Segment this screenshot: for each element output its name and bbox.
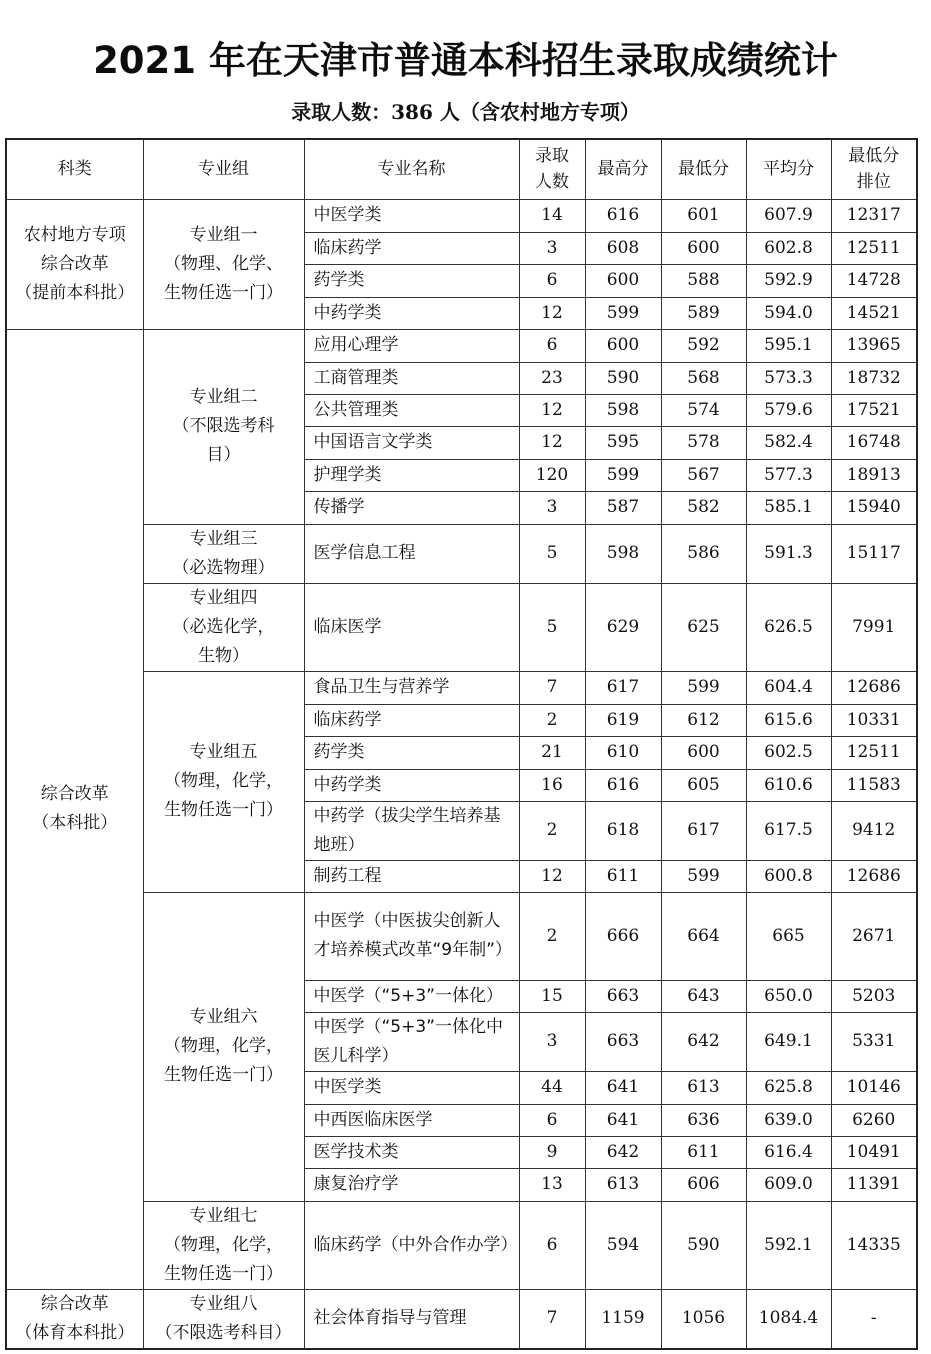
- header-avg-score: 平均分: [746, 139, 831, 199]
- major-name-cell: 公共管理类: [304, 394, 519, 426]
- avg-score-cell: 602.5: [746, 736, 831, 769]
- count-cell: 6: [519, 264, 585, 297]
- admission-scores-table: [5, 138, 918, 1350]
- avg-score-cell: 594.0: [746, 297, 831, 329]
- min-rank-cell: 14728: [831, 264, 917, 297]
- min-rank-cell: 11391: [831, 1168, 917, 1201]
- min-score-cell: 582: [661, 491, 746, 524]
- min-score-cell: 600: [661, 736, 746, 769]
- max-score-cell: 599: [585, 297, 661, 329]
- min-score-cell: 613: [661, 1071, 746, 1104]
- min-rank-cell: 9412: [831, 801, 917, 860]
- major-name-cell: 中医学（中医拔尖创新人才培养模式改革“9年制”）: [304, 892, 519, 980]
- major-name-cell: 工商管理类: [304, 362, 519, 394]
- min-rank-cell: 7991: [831, 583, 917, 671]
- count-cell: 6: [519, 1201, 585, 1289]
- avg-score-cell: 573.3: [746, 362, 831, 394]
- max-score-cell: 641: [585, 1104, 661, 1136]
- count-cell: 12: [519, 426, 585, 459]
- avg-score-cell: 639.0: [746, 1104, 831, 1136]
- table-header-row: [6, 139, 917, 199]
- major-name-cell: 中药学类: [304, 769, 519, 801]
- max-score-cell: 641: [585, 1071, 661, 1104]
- max-score-cell: 663: [585, 1012, 661, 1071]
- group-cell: 专业组三 （必选物理）: [143, 524, 304, 583]
- max-score-cell: 616: [585, 769, 661, 801]
- category-cell: 综合改革 （本科批）: [6, 329, 143, 1289]
- min-score-cell: 617: [661, 801, 746, 860]
- min-score-cell: 601: [661, 199, 746, 232]
- min-rank-cell: 15940: [831, 491, 917, 524]
- avg-score-cell: 592.1: [746, 1201, 831, 1289]
- avg-score-cell: 649.1: [746, 1012, 831, 1071]
- count-cell: 3: [519, 491, 585, 524]
- max-score-cell: 666: [585, 892, 661, 980]
- major-name-cell: 中医学（“5+3”一体化）: [304, 980, 519, 1012]
- count-cell: 2: [519, 892, 585, 980]
- max-score-cell: 617: [585, 671, 661, 704]
- min-score-cell: 599: [661, 671, 746, 704]
- header-min-rank: 最低分 排位: [831, 139, 917, 199]
- min-score-cell: 568: [661, 362, 746, 394]
- header-max-score: 最高分: [585, 139, 661, 199]
- count-cell: 6: [519, 1104, 585, 1136]
- table-row: [6, 583, 917, 671]
- min-score-cell: 589: [661, 297, 746, 329]
- table-row: [6, 671, 917, 704]
- min-score-cell: 643: [661, 980, 746, 1012]
- avg-score-cell: 1084.4: [746, 1289, 831, 1349]
- min-rank-cell: 5203: [831, 980, 917, 1012]
- max-score-cell: 618: [585, 801, 661, 860]
- count-cell: 12: [519, 860, 585, 892]
- min-score-cell: 567: [661, 459, 746, 491]
- min-rank-cell: 15117: [831, 524, 917, 583]
- avg-score-cell: 617.5: [746, 801, 831, 860]
- category-cell: 综合改革 （体育本科批）: [6, 1289, 143, 1349]
- max-score-cell: 595: [585, 426, 661, 459]
- min-rank-cell: 12317: [831, 199, 917, 232]
- max-score-cell: 616: [585, 199, 661, 232]
- min-score-cell: 625: [661, 583, 746, 671]
- min-score-cell: 588: [661, 264, 746, 297]
- group-cell: 专业组七 （物理，化学， 生物任选一门）: [143, 1201, 304, 1289]
- min-score-cell: 664: [661, 892, 746, 980]
- count-cell: 15: [519, 980, 585, 1012]
- count-cell: 12: [519, 394, 585, 426]
- max-score-cell: 598: [585, 394, 661, 426]
- table-row: [6, 329, 917, 362]
- min-rank-cell: 2671: [831, 892, 917, 980]
- category-cell: 农村地方专项 综合改革 （提前本科批）: [6, 199, 143, 329]
- group-cell: 专业组一 （物理、化学、 生物任选一门）: [143, 199, 304, 329]
- major-name-cell: 中医学类: [304, 199, 519, 232]
- min-score-cell: 599: [661, 860, 746, 892]
- table-row: [6, 1289, 917, 1349]
- avg-score-cell: 607.9: [746, 199, 831, 232]
- count-cell: 14: [519, 199, 585, 232]
- avg-score-cell: 616.4: [746, 1136, 831, 1168]
- major-name-cell: 药学类: [304, 736, 519, 769]
- count-cell: 2: [519, 704, 585, 736]
- min-rank-cell: 12511: [831, 736, 917, 769]
- min-score-cell: 592: [661, 329, 746, 362]
- major-name-cell: 临床医学: [304, 583, 519, 671]
- count-cell: 120: [519, 459, 585, 491]
- avg-score-cell: 650.0: [746, 980, 831, 1012]
- min-rank-cell: 10491: [831, 1136, 917, 1168]
- avg-score-cell: 602.8: [746, 232, 831, 264]
- min-rank-cell: 14335: [831, 1201, 917, 1289]
- avg-score-cell: 604.4: [746, 671, 831, 704]
- max-score-cell: 613: [585, 1168, 661, 1201]
- major-name-cell: 应用心理学: [304, 329, 519, 362]
- min-rank-cell: -: [831, 1289, 917, 1349]
- count-cell: 3: [519, 232, 585, 264]
- avg-score-cell: 582.4: [746, 426, 831, 459]
- max-score-cell: 663: [585, 980, 661, 1012]
- major-name-cell: 中国语言文学类: [304, 426, 519, 459]
- major-name-cell: 康复治疗学: [304, 1168, 519, 1201]
- min-score-cell: 612: [661, 704, 746, 736]
- max-score-cell: 610: [585, 736, 661, 769]
- avg-score-cell: 625.8: [746, 1071, 831, 1104]
- max-score-cell: 608: [585, 232, 661, 264]
- avg-score-cell: 585.1: [746, 491, 831, 524]
- group-cell: 专业组四 （必选化学， 生物）: [143, 583, 304, 671]
- min-score-cell: 590: [661, 1201, 746, 1289]
- max-score-cell: 594: [585, 1201, 661, 1289]
- major-name-cell: 食品卫生与营养学: [304, 671, 519, 704]
- max-score-cell: 642: [585, 1136, 661, 1168]
- header-group: 专业组: [143, 139, 304, 199]
- max-score-cell: 590: [585, 362, 661, 394]
- max-score-cell: 599: [585, 459, 661, 491]
- min-rank-cell: 13965: [831, 329, 917, 362]
- table-row: [6, 892, 917, 980]
- avg-score-cell: 600.8: [746, 860, 831, 892]
- group-cell: 专业组八 （不限选考科目）: [143, 1289, 304, 1349]
- count-cell: 6: [519, 329, 585, 362]
- min-score-cell: 605: [661, 769, 746, 801]
- count-cell: 23: [519, 362, 585, 394]
- count-cell: 5: [519, 583, 585, 671]
- min-rank-cell: 10331: [831, 704, 917, 736]
- min-score-cell: 606: [661, 1168, 746, 1201]
- min-rank-cell: 16748: [831, 426, 917, 459]
- group-cell: 专业组二 （不限选考科 目）: [143, 329, 304, 524]
- major-name-cell: 制药工程: [304, 860, 519, 892]
- major-name-cell: 药学类: [304, 264, 519, 297]
- avg-score-cell: 591.3: [746, 524, 831, 583]
- min-rank-cell: 17521: [831, 394, 917, 426]
- avg-score-cell: 592.9: [746, 264, 831, 297]
- major-name-cell: 中药学（拔尖学生培养基地班）: [304, 801, 519, 860]
- avg-score-cell: 577.3: [746, 459, 831, 491]
- table-row: [6, 1201, 917, 1289]
- avg-score-cell: 579.6: [746, 394, 831, 426]
- max-score-cell: 598: [585, 524, 661, 583]
- max-score-cell: 619: [585, 704, 661, 736]
- major-name-cell: 临床药学（中外合作办学）: [304, 1201, 519, 1289]
- min-rank-cell: 14521: [831, 297, 917, 329]
- count-cell: 7: [519, 671, 585, 704]
- major-name-cell: 中药学类: [304, 297, 519, 329]
- admission-count-subtitle: 录取人数：386 人（含农村地方专项）: [291, 100, 640, 124]
- major-name-cell: 医学信息工程: [304, 524, 519, 583]
- header-count: 录取 人数: [519, 139, 585, 199]
- min-rank-cell: 12511: [831, 232, 917, 264]
- count-cell: 9: [519, 1136, 585, 1168]
- major-name-cell: 临床药学: [304, 704, 519, 736]
- page-title: 2021 年在天津市普通本科招生录取成绩统计: [93, 39, 838, 82]
- count-cell: 12: [519, 297, 585, 329]
- avg-score-cell: 665: [746, 892, 831, 980]
- avg-score-cell: 610.6: [746, 769, 831, 801]
- min-score-cell: 578: [661, 426, 746, 459]
- major-name-cell: 中医学（“5+3”一体化中医儿科学）: [304, 1012, 519, 1071]
- min-score-cell: 636: [661, 1104, 746, 1136]
- group-cell: 专业组六 （物理，化学， 生物任选一门）: [143, 892, 304, 1201]
- major-name-cell: 中西医临床医学: [304, 1104, 519, 1136]
- count-cell: 13: [519, 1168, 585, 1201]
- table-row: [6, 524, 917, 583]
- min-rank-cell: 12686: [831, 860, 917, 892]
- table-row: [6, 199, 917, 232]
- count-cell: 7: [519, 1289, 585, 1349]
- min-rank-cell: 6260: [831, 1104, 917, 1136]
- min-rank-cell: 18732: [831, 362, 917, 394]
- count-cell: 16: [519, 769, 585, 801]
- count-cell: 44: [519, 1071, 585, 1104]
- group-cell: 专业组五 （物理，化学， 生物任选一门）: [143, 671, 304, 892]
- max-score-cell: 1159: [585, 1289, 661, 1349]
- major-name-cell: 中医学类: [304, 1071, 519, 1104]
- max-score-cell: 629: [585, 583, 661, 671]
- count-cell: 5: [519, 524, 585, 583]
- count-cell: 3: [519, 1012, 585, 1071]
- min-score-cell: 600: [661, 232, 746, 264]
- header-major: 专业名称: [304, 139, 519, 199]
- header-min-score: 最低分: [661, 139, 746, 199]
- major-name-cell: 医学技术类: [304, 1136, 519, 1168]
- min-score-cell: 574: [661, 394, 746, 426]
- header-category: 科类: [6, 139, 143, 199]
- min-score-cell: 642: [661, 1012, 746, 1071]
- max-score-cell: 611: [585, 860, 661, 892]
- avg-score-cell: 615.6: [746, 704, 831, 736]
- major-name-cell: 传播学: [304, 491, 519, 524]
- major-name-cell: 临床药学: [304, 232, 519, 264]
- min-score-cell: 586: [661, 524, 746, 583]
- min-rank-cell: 18913: [831, 459, 917, 491]
- min-rank-cell: 11583: [831, 769, 917, 801]
- avg-score-cell: 609.0: [746, 1168, 831, 1201]
- max-score-cell: 600: [585, 264, 661, 297]
- count-cell: 21: [519, 736, 585, 769]
- min-rank-cell: 5331: [831, 1012, 917, 1071]
- major-name-cell: 社会体育指导与管理: [304, 1289, 519, 1349]
- avg-score-cell: 595.1: [746, 329, 831, 362]
- min-rank-cell: 10146: [831, 1071, 917, 1104]
- max-score-cell: 600: [585, 329, 661, 362]
- major-name-cell: 护理学类: [304, 459, 519, 491]
- max-score-cell: 587: [585, 491, 661, 524]
- min-score-cell: 611: [661, 1136, 746, 1168]
- count-cell: 2: [519, 801, 585, 860]
- avg-score-cell: 626.5: [746, 583, 831, 671]
- min-rank-cell: 12686: [831, 671, 917, 704]
- min-score-cell: 1056: [661, 1289, 746, 1349]
